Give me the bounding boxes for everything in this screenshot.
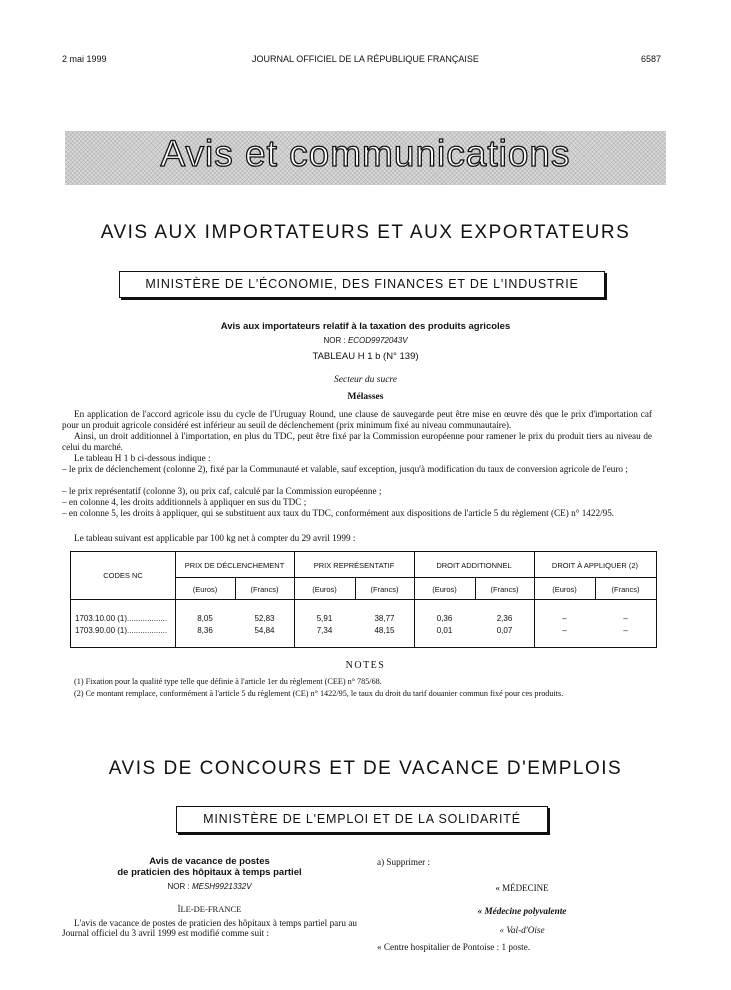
table-intro: Le tableau suivant est applicable par 100 kg net à compter du 29 avril 1999 : bbox=[74, 533, 356, 543]
table-cell: 54,84 bbox=[254, 626, 275, 635]
vacancy-title bbox=[62, 856, 357, 878]
table-reference: TABLEAU H 1 b (N° 139) bbox=[312, 351, 419, 362]
table-cell: 48,15 bbox=[374, 626, 395, 635]
table-cell: 0,36 bbox=[436, 614, 453, 623]
header-journal-title: JOURNAL OFFICIEL DE LA RÉPUBLIQUE FRANÇAISE bbox=[252, 54, 479, 64]
section-title-vacancies: AVIS DE CONCOURS ET DE VACANCE D'EMPLOIS bbox=[108, 758, 623, 779]
paragraph-2: Ainsi, un droit additionnel à l'importation, en plus du TDC, peut être fixé par la Commission européenne pour ramener le prix du produit tiers au niveau de celui du marché. bbox=[62, 431, 652, 452]
section-title-importers: AVIS AUX IMPORTATEURS ET AUX EXPORTATEURS bbox=[100, 222, 631, 243]
table-row-code: 1703.10.00 (1).................. bbox=[75, 614, 168, 623]
header-date: 2 mai 1999 bbox=[62, 54, 107, 64]
subheader-euros: (Euros) bbox=[552, 585, 577, 594]
nor-value: MESH9921332V bbox=[191, 882, 252, 891]
bullet-item-4: – en colonne 5, les droits à appliquer, qui se substituent aux taux du TDC, conformément aux dispositions de l'article 5 du règlement (CE) n° 1422/95. bbox=[62, 508, 615, 518]
paragraph-1: En application de l'accord agricole issu du cycle de l'Uruguay Round, une clause de sauvegarde peut être mise en œuvre dès que le prix d'importation caf pour un produit agricole considéré est inférieur au seuil de déclenchement (prix minimum fixé au niveau communautaire). bbox=[62, 409, 652, 430]
nor-label: NOR : bbox=[323, 336, 346, 345]
paragraph-3: Le tableau H 1 b ci-dessous indique : bbox=[74, 453, 211, 463]
table-cell: 5,91 bbox=[316, 614, 333, 623]
table-cell: – bbox=[623, 626, 628, 635]
notice-title: Avis aux importateurs relatif à la taxation des produits agricoles bbox=[220, 321, 511, 332]
table-cell: 8,05 bbox=[197, 614, 213, 623]
bullet-item-2: – le prix représentatif (colonne 3), ou prix caf, calculé par la Commission européenne ; bbox=[62, 486, 382, 496]
subheader-euros: (Euros) bbox=[192, 585, 218, 594]
note-1: (1) Fixation pour la qualité type telle que définie à l'article 1er du règlement (CEE) n° 785/68. bbox=[74, 677, 382, 686]
ministry-box-employment: MINISTÈRE DE L'EMPLOI ET DE LA SOLIDARITÉ bbox=[176, 806, 548, 833]
banner-title: Avis et communications bbox=[160, 133, 571, 174]
amendment-specialty: « MÉDECINE bbox=[495, 883, 549, 893]
nor-label: NOR : bbox=[167, 882, 190, 891]
table-cell: 2,36 bbox=[496, 614, 513, 623]
notes-heading: NOTES bbox=[345, 660, 386, 671]
table-cell: 0,07 bbox=[496, 626, 513, 635]
note-2: (2) Ce montant remplace, conformément à l'article 5 du règlement (CE) n° 1422/95, le taux du droit du tarif douanier commun fixé pour ces produits. bbox=[74, 689, 564, 698]
table-cell: – bbox=[562, 614, 567, 623]
ministry-box-economy: MINISTÈRE DE L'ÉCONOMIE, DES FINANCES ET DE L'INDUSTRIE bbox=[119, 271, 605, 298]
header-representative-price: PRIX REPRÉSENTATIF bbox=[313, 561, 395, 570]
amendment-hospital: « Centre hospitalier de Pontoise : 1 poste. bbox=[377, 942, 531, 952]
subheader-euros: (Euros) bbox=[312, 585, 337, 594]
table-cell: 52,83 bbox=[254, 614, 275, 623]
bullet-item-3: – en colonne 4, les droits additionnels à appliquer en sus du TDC ; bbox=[62, 497, 307, 507]
subheader-francs: (Francs) bbox=[370, 585, 399, 594]
table-cell: 0,01 bbox=[436, 626, 453, 635]
amendment-subspecialty: « Médecine polyvalente bbox=[477, 906, 567, 916]
amendment-delete: a) Supprimer : bbox=[377, 857, 431, 867]
notice-nor bbox=[0, 336, 731, 345]
subheader-francs: (Francs) bbox=[611, 585, 640, 594]
header-codes-nc: CODES NC bbox=[103, 571, 143, 580]
header-trigger-price: PRIX DE DÉCLENCHEMENT bbox=[184, 561, 285, 570]
header-duty-to-apply: DROIT À APPLIQUER (2) bbox=[551, 561, 639, 570]
section-banner bbox=[65, 131, 666, 185]
table-cell: 8,36 bbox=[197, 626, 213, 635]
header-additional-duty: DROIT ADDITIONNEL bbox=[436, 561, 512, 570]
vacancy-nor bbox=[62, 882, 357, 891]
amendment-department: « Val-d'Oise bbox=[499, 925, 545, 935]
header-page-number: 6587 bbox=[640, 54, 661, 64]
table-cell: 38,77 bbox=[374, 614, 395, 623]
vacancy-title-line-1: Avis de vacance de postes bbox=[149, 856, 270, 867]
vacancy-title-line-2: de praticien des hôpitaux à temps partiel bbox=[117, 867, 302, 878]
vacancy-region: ÎLE-DE-FRANCE bbox=[177, 904, 242, 914]
subheader-francs: (Francs) bbox=[250, 585, 279, 594]
sector-label: Secteur du sucre bbox=[334, 375, 397, 385]
subheader-euros: (Euros) bbox=[432, 585, 457, 594]
product-heading: Mélasses bbox=[347, 392, 384, 402]
table-row-code: 1703.90.00 (1).................. bbox=[75, 626, 168, 635]
nor-value: ECOD9972043V bbox=[347, 336, 408, 345]
bullet-item-1 bbox=[62, 464, 652, 475]
subheader-francs: (Francs) bbox=[490, 585, 519, 594]
table-cell: – bbox=[623, 614, 628, 623]
tariff-table bbox=[70, 551, 657, 648]
table-cell: 7,34 bbox=[316, 626, 333, 635]
table-cell: – bbox=[562, 626, 567, 635]
bullet-text: – le prix de déclenchement (colonne 2), fixé par la Communauté et valable, sauf exception, jusqu'à modification du taux de conversion agricole de l'euro ; bbox=[62, 464, 628, 474]
vacancy-text: L'avis de vacance de postes de praticien des hôpitaux à temps partiel paru au Journal officiel du 3 avril 1999 est modifié comme suit : bbox=[62, 918, 357, 939]
